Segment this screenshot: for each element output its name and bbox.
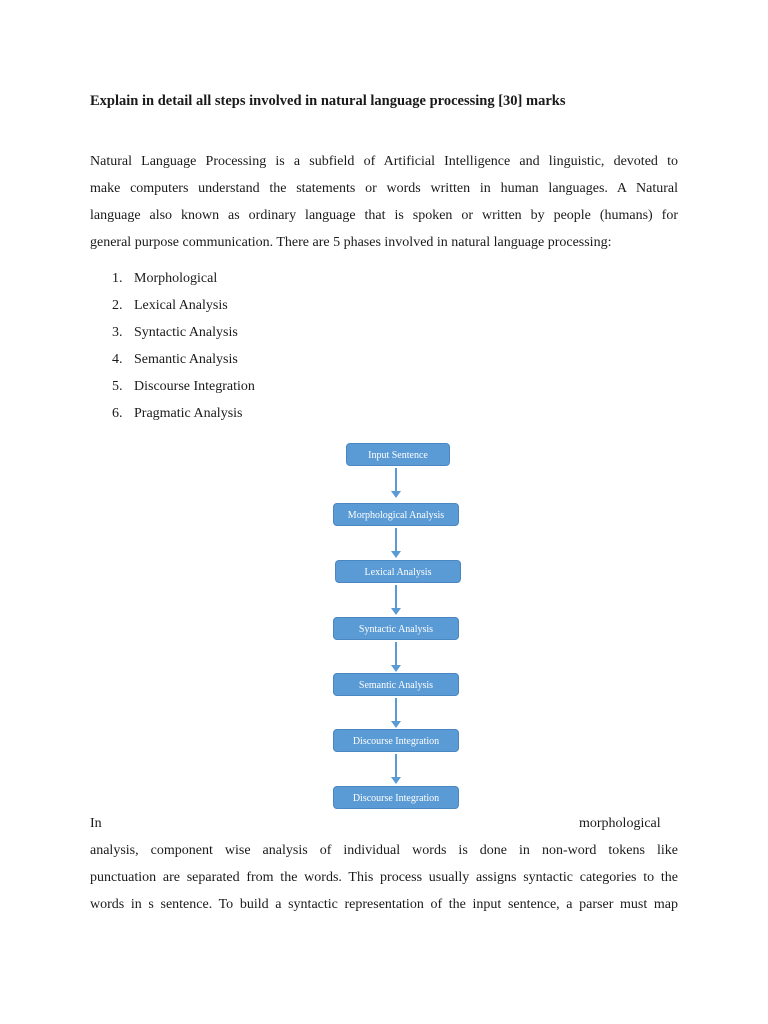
list-item	[90, 265, 255, 292]
list-label: Pragmatic Analysis	[134, 406, 243, 421]
list-number: 1.	[112, 271, 123, 286]
flow-box-discourse-2: Discourse Integration	[333, 786, 459, 809]
phases-list	[90, 265, 255, 427]
body-line: words in s sentence. To build a syntactic representation of the input sentence, a parser must map	[90, 897, 678, 912]
intro-line: language also known as ordinary language that is spoken or written by people (humans) for	[90, 208, 678, 223]
flow-box-syntactic: Syntactic Analysis	[333, 617, 459, 640]
flow-box-input-sentence: Input Sentence	[346, 443, 450, 466]
list-item	[90, 319, 255, 346]
flow-arrow	[395, 468, 397, 496]
flow-box-lexical: Lexical Analysis	[335, 560, 461, 583]
list-number: 3.	[112, 325, 123, 340]
list-number: 5.	[112, 379, 123, 394]
intro-line: make computers understand the statements or words written in human languages. A Natural	[90, 181, 678, 196]
flow-arrow	[395, 585, 397, 613]
list-label: Morphological	[134, 271, 218, 286]
list-number: 6.	[112, 406, 123, 421]
list-label: Semantic Analysis	[134, 352, 238, 367]
intro-line: general purpose communication. There are 5 phases involved in natural language processing:	[90, 235, 612, 250]
body-line: punctuation are separated from the words. This process usually assigns syntactic categories to the	[90, 870, 678, 885]
nlp-flowchart	[330, 440, 470, 815]
flow-arrow	[395, 528, 397, 556]
flow-box-discourse: Discourse Integration	[333, 729, 459, 752]
list-label: Syntactic Analysis	[134, 325, 238, 340]
list-label: Discourse Integration	[134, 379, 255, 394]
body-first-line-end: morphological	[579, 816, 661, 831]
flow-arrow	[395, 754, 397, 782]
list-number: 2.	[112, 298, 123, 313]
list-number: 4.	[112, 352, 123, 367]
body-first-word: In	[90, 816, 102, 831]
intro-line: Natural Language Processing is a subfield of Artificial Intelligence and linguistic, devoted to	[90, 154, 678, 169]
list-label: Lexical Analysis	[134, 298, 228, 313]
body-paragraph	[90, 837, 678, 918]
flow-arrow	[395, 642, 397, 670]
list-item	[90, 400, 255, 427]
list-item	[90, 292, 255, 319]
question-title: Explain in detail all steps involved in natural language processing [30] marks	[90, 93, 566, 109]
intro-paragraph	[90, 148, 678, 256]
list-item	[90, 373, 255, 400]
flow-box-morphological: Morphological Analysis	[333, 503, 459, 526]
flow-arrow	[395, 698, 397, 726]
list-item	[90, 346, 255, 373]
flow-box-semantic: Semantic Analysis	[333, 673, 459, 696]
body-line: analysis, component wise analysis of individual words is done in non-word tokens like	[90, 843, 678, 858]
